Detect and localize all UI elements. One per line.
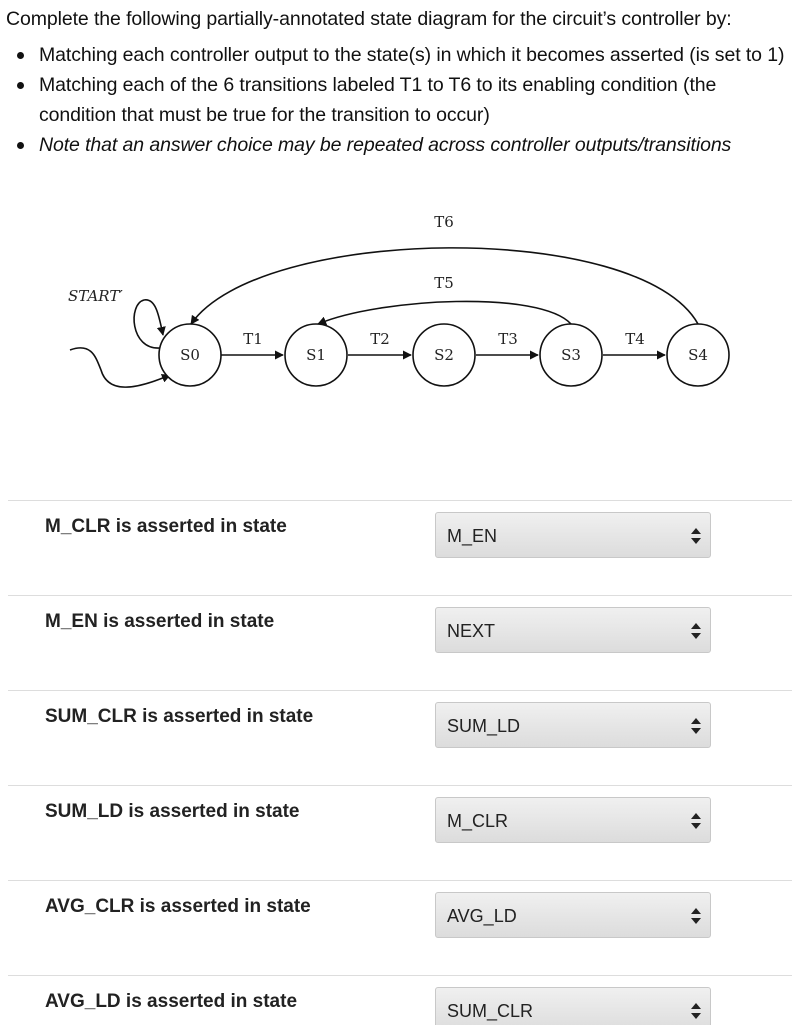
select-arrows-icon — [691, 813, 701, 829]
select-arrows-icon — [691, 718, 701, 734]
question-label: SUM_LD is asserted in state — [45, 801, 300, 822]
state-s0 — [159, 324, 221, 386]
answer-select[interactable] — [435, 892, 711, 938]
state-s2-label: S2 — [434, 346, 454, 364]
question-label: AVG_LD is asserted in state — [45, 991, 298, 1012]
transition-t4-label: T4 — [625, 330, 645, 348]
question-label: M_CLR is asserted in state — [45, 516, 287, 537]
answer-select[interactable] — [435, 987, 711, 1025]
transition-t2-label: T2 — [370, 330, 390, 348]
select-arrows-icon — [691, 1003, 701, 1019]
question-row — [8, 880, 792, 976]
self-loop-label: START′ — [68, 287, 123, 305]
answer-select[interactable] — [435, 797, 711, 843]
instructions — [6, 4, 796, 160]
question-row — [8, 500, 792, 596]
state-s1-label: S1 — [306, 346, 326, 364]
state-s4 — [667, 324, 729, 386]
question-row — [8, 975, 792, 1025]
question-label: M_EN is asserted in state — [45, 611, 275, 632]
self-loop-arrow — [134, 300, 163, 348]
answer-select[interactable] — [435, 512, 711, 558]
state-s4-label: S4 — [688, 346, 708, 364]
answer-select-value: SUM_LD — [447, 716, 521, 736]
question-label: SUM_CLR is asserted in state — [45, 706, 314, 727]
transition-t1-label: T1 — [243, 330, 263, 348]
answer-select-value: M_CLR — [447, 811, 509, 831]
instruction-note: Note that an answer choice may be repeated across controller outputs/transitions — [6, 130, 796, 160]
intro-text: Complete the following partially-annotated state diagram for the circuit’s controller by: — [6, 8, 732, 30]
state-s3-label: S3 — [561, 346, 581, 364]
state-diagram-svg — [0, 200, 808, 420]
instruction-item: Matching each controller output to the state(s) in which it becomes asserted (is set to 1) — [6, 40, 796, 70]
answer-select-value: SUM_CLR — [447, 1001, 534, 1021]
question-row — [8, 785, 792, 881]
question-row — [8, 595, 792, 691]
answer-select-value: AVG_LD — [447, 906, 517, 926]
state-s1 — [285, 324, 347, 386]
answer-select-value: NEXT — [447, 621, 496, 641]
instruction-list — [6, 40, 796, 160]
state-s2 — [413, 324, 475, 386]
state-s3 — [540, 324, 602, 386]
select-arrows-icon — [691, 528, 701, 544]
question-label: AVG_CLR is asserted in state — [45, 896, 311, 917]
answer-select-value: M_EN — [447, 526, 498, 546]
select-arrows-icon — [691, 908, 701, 924]
answer-select[interactable] — [435, 702, 711, 748]
state-diagram — [0, 200, 808, 420]
state-s0-label: S0 — [180, 346, 200, 364]
answer-select[interactable] — [435, 607, 711, 653]
transition-t6-label: T6 — [434, 213, 454, 231]
instruction-item: Matching each of the 6 transitions labeled T1 to T6 to its enabling condition (the condition that must be true for the transition to occur) — [6, 70, 796, 130]
question-row — [8, 690, 792, 786]
entry-arrow — [70, 348, 170, 387]
transition-t5-arrow — [318, 301, 571, 324]
transition-t5-label: T5 — [434, 274, 454, 292]
transition-t3-label: T3 — [498, 330, 518, 348]
select-arrows-icon — [691, 623, 701, 639]
